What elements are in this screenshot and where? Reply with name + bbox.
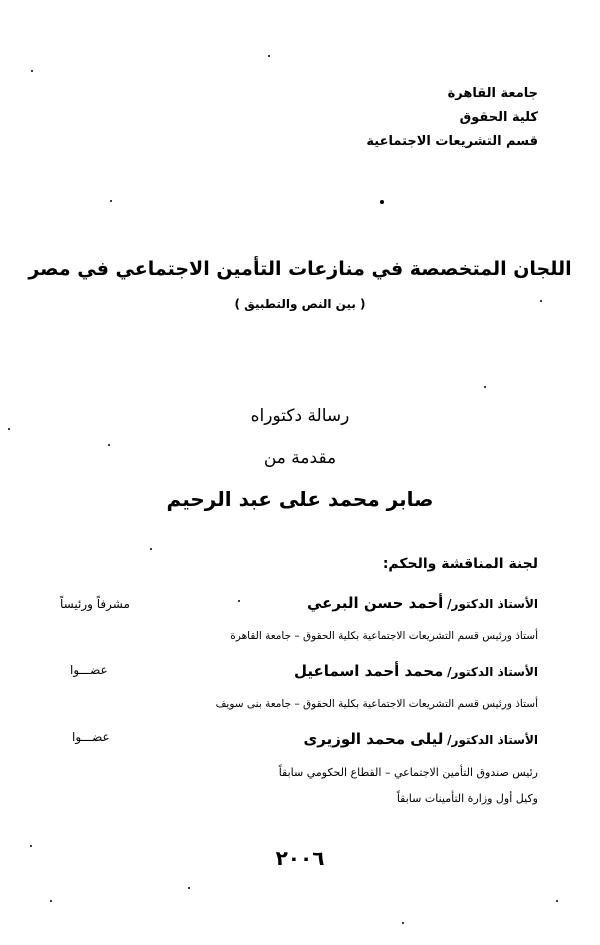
member-prefix: الأستاذ الدكتور/ bbox=[447, 733, 538, 747]
member-name: محمد أحمد اسماعيل bbox=[294, 662, 444, 680]
member-title: أستاذ ورئيس قسم التشريعات الاجتماعية بكلية الحقوق – جامعة القاهرة bbox=[230, 630, 538, 642]
scan-speck bbox=[108, 444, 110, 446]
scan-speck bbox=[8, 428, 10, 430]
member-role: عضـــوا bbox=[72, 730, 110, 744]
member-prefix: الأستاذ الدكتور/ bbox=[447, 597, 538, 611]
committee-heading: لجنة المناقشة والحكم: bbox=[382, 556, 538, 572]
member-prefix: الأستاذ الدكتور/ bbox=[447, 665, 538, 679]
scan-speck bbox=[268, 55, 270, 57]
university-name: جامعة القاهرة bbox=[447, 86, 538, 101]
scan-speck bbox=[556, 900, 558, 902]
member-title: أستاذ ورئيس قسم التشريعات الاجتماعية بكلية الحقوق – جامعة بنى سويف bbox=[215, 698, 538, 710]
committee-member-2 bbox=[294, 662, 538, 680]
member-title: رئيس صندوق التأمين الاجتماعي – القطاع الحكومي سابقاً bbox=[278, 766, 538, 779]
scan-speck bbox=[380, 200, 384, 204]
thesis-title: اللجان المتخصصة في منازعات التأمين الاجتماعي في مصر bbox=[28, 258, 572, 280]
scan-speck bbox=[238, 600, 240, 602]
committee-member-3 bbox=[303, 730, 538, 748]
scan-speck bbox=[188, 887, 190, 889]
scan-speck bbox=[540, 300, 542, 302]
presented-by: مقدمة من bbox=[263, 448, 337, 468]
degree-type: رسالة دكتوراه bbox=[250, 406, 350, 426]
scan-speck bbox=[30, 845, 32, 847]
member-role: مشرفاً ورئيساً bbox=[60, 597, 130, 611]
member-name: أحمد حسن البرعي bbox=[306, 594, 444, 612]
scan-speck bbox=[484, 386, 486, 388]
member-role: عضـــوا bbox=[70, 663, 108, 677]
committee-member-1 bbox=[307, 594, 538, 612]
scan-speck bbox=[150, 548, 152, 550]
department-name: قسم التشريعات الاجتماعية bbox=[366, 134, 538, 149]
member-name: ليلى محمد الوزيرى bbox=[303, 730, 444, 748]
faculty-name: كلية الحقوق bbox=[459, 110, 538, 125]
scan-speck bbox=[110, 200, 112, 202]
author-name: صابر محمد على عبد الرحيم bbox=[166, 487, 434, 511]
scan-speck bbox=[50, 900, 52, 902]
member-title: وكيل أول وزارة التأمينات سابقاً bbox=[396, 792, 538, 805]
thesis-subtitle: ( بين النص والتطبيق ) bbox=[234, 297, 366, 311]
scan-speck bbox=[402, 922, 404, 924]
scan-speck bbox=[31, 70, 33, 72]
year: ٢٠٠٦ bbox=[275, 846, 325, 870]
